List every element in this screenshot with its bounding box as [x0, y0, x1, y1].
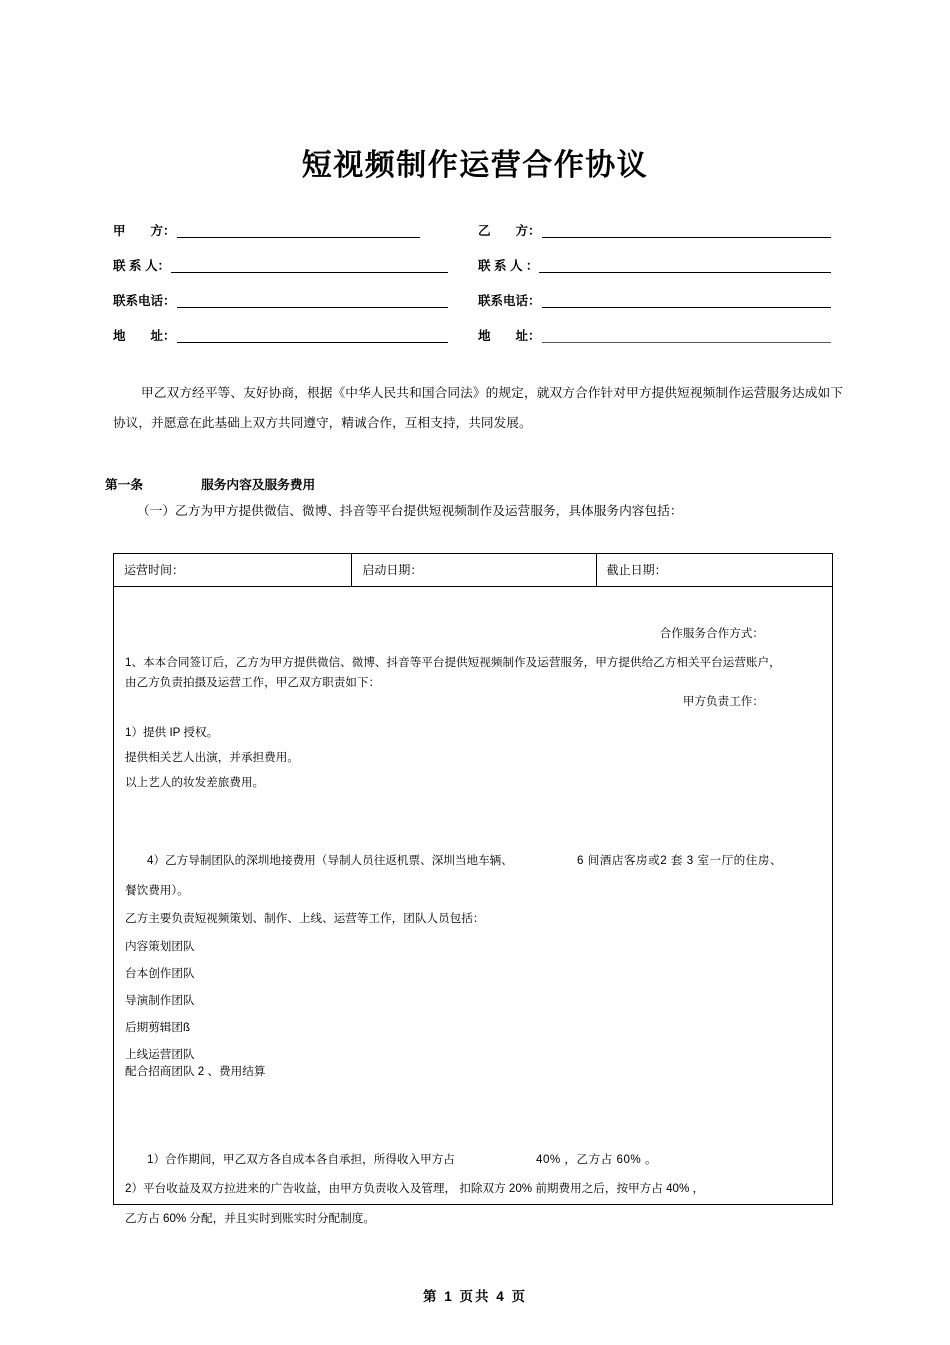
clause-number: 第一条: [105, 478, 144, 492]
party-b-name-input-line[interactable]: [542, 222, 831, 238]
party-a-contact-field[interactable]: [113, 257, 478, 292]
party-a-phone-field[interactable]: [113, 292, 478, 327]
settlement-item-1: 1）合作期间，甲乙双方各自成本各自承担，所得收入甲方占: [147, 1153, 455, 1166]
party-a-address-input-line[interactable]: [177, 327, 448, 343]
clause-sub-item: （一）乙方为甲方提供微信、微博、抖音等平台提供短视频制作及运营服务，具体服务内容包括：: [137, 504, 683, 518]
party-a-contact-label: 联 系 人：: [113, 259, 170, 273]
party-a-contact-input-line[interactable]: [171, 257, 448, 273]
party-b-name-field[interactable]: [478, 222, 843, 257]
table-body-cell: [114, 587, 832, 1225]
party-b-duties-intro: 乙方主要负责短视频策划、制作、上线、运营等工作，团队人员包括：: [125, 912, 485, 925]
cooperation-mode-label: 合作服务合作方式：: [659, 627, 764, 640]
party-b-phone-input-line[interactable]: [542, 292, 831, 308]
item1-line2: 由乙方负责拍摄及运营工作，甲乙双方职责如下：: [125, 676, 381, 689]
clause-title-text: 服务内容及服务费用: [201, 478, 316, 492]
page-footer: 第 1 页共 4 页: [422, 1289, 528, 1304]
party-b-team-1: 内容策划团队: [125, 940, 195, 953]
party-a-name-label: 甲 方：: [113, 224, 176, 238]
party-a-address-field[interactable]: [113, 327, 478, 362]
settlement-item-2-line2: 乙方占 60% 分配，并且实时到账实时分配制度。: [125, 1212, 375, 1225]
table-header-row: [114, 554, 832, 587]
table-header-end-date: 截止日期：: [606, 563, 667, 577]
party-a-duty-item-1: 1）提供 IP 授权。: [125, 726, 219, 739]
party-b-contact-field[interactable]: [478, 257, 843, 292]
party-row: [113, 327, 843, 362]
party-a-name-field[interactable]: [113, 222, 478, 257]
party-b-team-6: 配合招商团队 2 、费用结算: [125, 1065, 266, 1078]
item4-part1: 4）乙方导制团队的深圳地接费用（导制人员往返机票、深圳当地车辆、: [147, 854, 513, 867]
settlement-item-1-percentages: 40% ，乙方占 60% 。: [536, 1153, 658, 1166]
item4-part2: 6 间酒店客房或2 套 3 室一厅的住房、: [577, 854, 783, 867]
party-b-team-5: 上线运营团队: [125, 1048, 195, 1061]
intro-paragraph: 甲乙双方经平等、友好协商，根据《中华人民共和国合同法》的规定，就双方合作针对甲方提供短视频制作运营服务达成如下协议，并愿意在此基础上双方共同遵守，精诚合作，互相支持，共同发展。: [113, 386, 843, 430]
item4-part3: 餐饮费用）。: [125, 884, 189, 897]
party-a-duty-item-2: 提供相关艺人出演，并承担费用。: [125, 751, 299, 764]
party-b-phone-label: 联系电话：: [478, 294, 541, 308]
service-content-table: [113, 553, 833, 1225]
party-b-address-label: 地 址：: [478, 329, 541, 343]
party-b-contact-input-line[interactable]: [539, 257, 831, 273]
party-b-address-field[interactable]: [478, 327, 843, 362]
party-row: [113, 222, 843, 257]
table-header-operation-period: 运营时间：: [114, 554, 352, 586]
party-info-block: [113, 222, 843, 362]
party-a-duties-label: 甲方负责工作：: [682, 695, 764, 708]
party-b-contact-label: 联 系 人 ：: [478, 259, 539, 273]
party-b-team-2: 台本创作团队: [125, 967, 195, 980]
party-b-team-3: 导演制作团队: [125, 994, 195, 1007]
party-b-name-label: 乙 方：: [478, 224, 541, 238]
item1-line1: 1、本本合同签订后，乙方为甲方提供微信、微博、抖音等平台提供短视频制作及运营服务，甲方提供给乙方相关平台运营账户，: [125, 656, 781, 669]
party-a-phone-label: 联系电话：: [113, 294, 176, 308]
party-b-team-4: 后期剪辑团ß: [125, 1021, 191, 1034]
page-title: 短视频制作运营合作协议: [301, 149, 649, 182]
party-row: [113, 292, 843, 327]
party-a-address-label: 地 址：: [113, 329, 176, 343]
party-row: [113, 257, 843, 292]
party-a-duty-item-3: 以上艺人的妆发差旅费用。: [125, 776, 265, 789]
party-b-phone-field[interactable]: [478, 292, 843, 327]
settlement-item-2-line1: 2）平台收益及双方拉进来的广告收益，由甲方负责收入及管理， 扣除双方 20% 前期费用之后，按甲方占 40% ，: [125, 1182, 705, 1195]
party-a-name-input-line[interactable]: [177, 222, 420, 238]
party-b-address-input-line[interactable]: [542, 327, 831, 343]
clause-heading: [105, 472, 845, 498]
table-header-start-date: 启动日期：: [352, 554, 596, 586]
party-a-phone-input-line[interactable]: [177, 292, 448, 308]
